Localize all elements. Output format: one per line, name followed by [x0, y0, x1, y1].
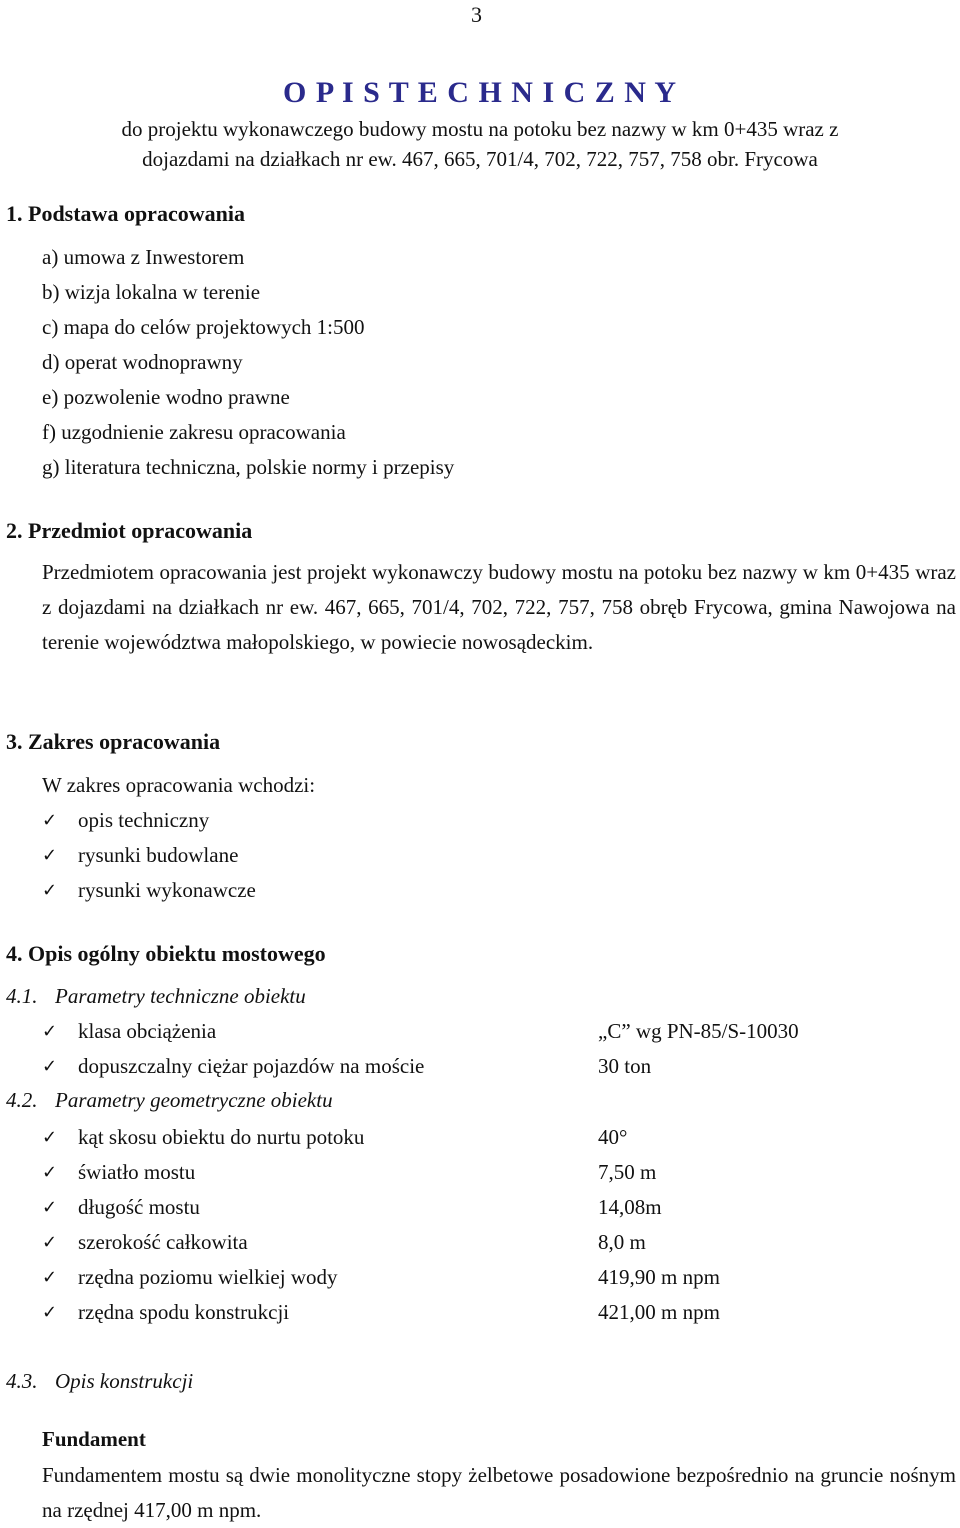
- param-value: „C” wg PN-85/S-10030: [598, 1019, 799, 1043]
- param-label: klasa obciążenia: [78, 1019, 217, 1043]
- check-mark-icon: ✓: [42, 880, 58, 901]
- scope-item: opis techniczny: [78, 808, 210, 832]
- geom-label: szerokość całkowita: [78, 1230, 248, 1254]
- scope-item: rysunki budowlane: [78, 843, 239, 867]
- geom-value: 419,90 m npm: [598, 1265, 720, 1289]
- geom-label: światło mostu: [78, 1160, 196, 1184]
- section-3-heading: 3. Zakres opracowania: [6, 729, 221, 754]
- basis-item-f: f) uzgodnienie zakresu opracowania: [42, 420, 346, 444]
- check-mark-icon: ✓: [42, 1127, 58, 1148]
- geom-value: 421,00 m npm: [598, 1300, 720, 1324]
- section-1-heading: 1. Podstawa opracowania: [6, 201, 245, 226]
- check-mark-icon: ✓: [42, 1197, 58, 1218]
- basis-item-a: a) umowa z Inwestorem: [42, 245, 245, 269]
- page-number: 3: [471, 2, 482, 27]
- check-mark-icon: ✓: [42, 810, 58, 831]
- subsection-4-3-heading: Opis konstrukcji: [55, 1369, 194, 1393]
- section-2-paragraph: Przedmiotem opracowania jest projekt wykonawczy budowy mostu na potoku bez nazwy w km 0+435 wraz z dojazdami na działkach nr ew. 467, 665, 701/4, 702, 722, 757, 758 obręb Frycowa, gmina Nawojowa na terenie województwa małopolskiego, w powiecie nowosądeckim.: [42, 560, 956, 654]
- basis-item-d: d) operat wodnoprawny: [42, 350, 243, 374]
- section-4-heading: 4. Opis ogólny obiektu mostowego: [6, 941, 326, 966]
- geom-value: 40°: [598, 1125, 628, 1149]
- check-mark-icon: ✓: [42, 845, 58, 866]
- geom-value: 7,50 m: [598, 1160, 657, 1184]
- subsection-4-1-heading: Parametry techniczne obiektu: [55, 984, 306, 1008]
- document-subtitle-line-1: do projektu wykonawczego budowy mostu na potoku bez nazwy w km 0+435 wraz z: [121, 117, 839, 141]
- fundament-heading: Fundament: [42, 1427, 146, 1451]
- check-mark-icon: ✓: [42, 1021, 58, 1042]
- check-mark-icon: ✓: [42, 1056, 58, 1077]
- geom-label: rzędna poziomu wielkiej wody: [78, 1265, 338, 1289]
- basis-item-e: e) pozwolenie wodno prawne: [42, 385, 290, 409]
- scope-item: rysunki wykonawcze: [78, 878, 256, 902]
- subsection-4-3-number: 4.3.: [6, 1369, 38, 1393]
- geom-label: długość mostu: [78, 1195, 200, 1219]
- basis-item-g: g) literatura techniczna, polskie normy i przepisy: [42, 455, 455, 479]
- check-mark-icon: ✓: [42, 1232, 58, 1253]
- check-mark-icon: ✓: [42, 1267, 58, 1288]
- subsection-4-2-heading: Parametry geometryczne obiektu: [55, 1088, 333, 1112]
- fundament-paragraph: Fundamentem mostu są dwie monolityczne stopy żelbetowe posadowione bezpośrednio na gruncie nośnym na rzędnej 417,00 m npm.: [42, 1463, 956, 1522]
- document-title: O P I S T E C H N I C Z N Y: [282, 76, 678, 109]
- document-subtitle-line-2: dojazdami na działkach nr ew. 467, 665, 701/4, 702, 722, 757, 758 obr. Frycowa: [142, 147, 818, 171]
- geom-value: 8,0 m: [598, 1230, 646, 1254]
- subsection-4-2-number: 4.2.: [6, 1088, 38, 1112]
- section-2-heading: 2. Przedmiot opracowania: [6, 518, 253, 543]
- param-label: dopuszczalny ciężar pojazdów na moście: [78, 1054, 425, 1078]
- check-mark-icon: ✓: [42, 1162, 58, 1183]
- geom-label: kąt skosu obiektu do nurtu potoku: [78, 1125, 365, 1149]
- geom-label: rzędna spodu konstrukcji: [78, 1300, 290, 1324]
- basis-item-b: b) wizja lokalna w terenie: [42, 280, 261, 304]
- param-value: 30 ton: [598, 1054, 652, 1078]
- scope-intro: W zakres opracowania wchodzi:: [42, 773, 316, 797]
- geom-value: 14,08m: [598, 1195, 662, 1219]
- subsection-4-1-number: 4.1.: [6, 984, 38, 1008]
- basis-item-c: c) mapa do celów projektowych 1:500: [42, 315, 365, 339]
- check-mark-icon: ✓: [42, 1302, 58, 1323]
